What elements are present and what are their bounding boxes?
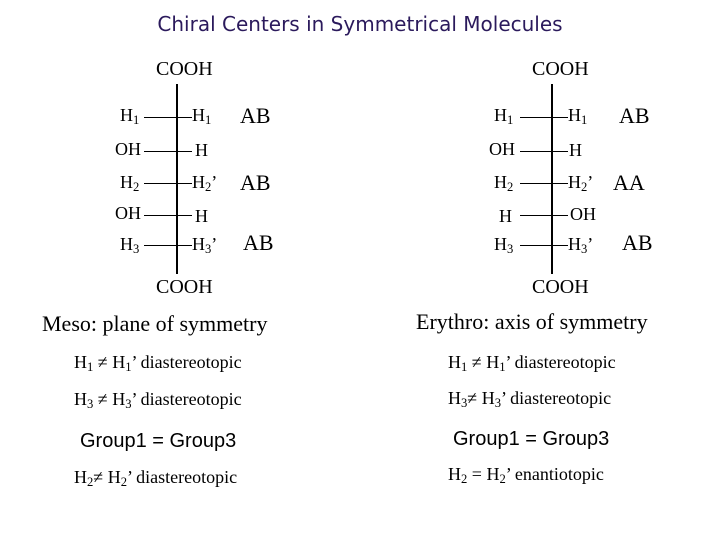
- right-row2-right: H: [569, 140, 582, 160]
- left-row4-right: H: [195, 206, 208, 226]
- erythro-note-h2: $H_2 = H_2$’ enantiotopic: [448, 464, 604, 487]
- meso-note-h3: $H_3 \ne H_3$’ diastereotopic: [74, 389, 242, 412]
- meso-note-h2: $H_2\ne H_2$’ diastereotopic: [74, 467, 238, 490]
- right-row5-tag: AB: [622, 230, 653, 255]
- left-bond-5: [144, 245, 192, 246]
- left-top-cooh: COOH: [156, 58, 213, 80]
- left-bond-1: [144, 117, 192, 118]
- left-row5-left: $H_3$: [120, 234, 140, 257]
- right-bond-5: [520, 245, 568, 246]
- right-row4-left: H: [499, 206, 512, 226]
- right-row3-tag: AA: [613, 170, 645, 195]
- right-bottom-cooh: COOH: [532, 276, 589, 298]
- left-bottom-cooh: COOH: [156, 276, 213, 298]
- right-row2-left: OH: [489, 139, 515, 159]
- left-row4-left: OH: [115, 203, 141, 223]
- slide-title: Chiral Centers in Symmetrical Molecules: [157, 12, 563, 36]
- meso-caption: Meso: plane of symmetry: [42, 311, 268, 336]
- left-row5-tag: AB: [243, 230, 274, 255]
- left-row3-tag: AB: [240, 170, 271, 195]
- left-row1-tag: AB: [240, 103, 271, 128]
- erythro-note-h1: $H_1 \ne H_1$’ diastereotopic: [448, 352, 616, 375]
- right-row1-left: $H_1$: [494, 105, 514, 128]
- right-row3-right: $H_2$’: [568, 172, 594, 195]
- left-row1-left: $H_1$: [120, 105, 140, 128]
- left-row2-right: H: [195, 140, 208, 160]
- right-row4-right: OH: [570, 204, 596, 224]
- meso-note-h1: $H_1 \ne H_1$’ diastereotopic: [74, 352, 242, 375]
- erythro-note-h3: $H_3\ne H_3$’ diastereotopic: [448, 388, 612, 411]
- right-row5-left: $H_3$: [494, 234, 514, 257]
- left-bond-2: [144, 151, 192, 152]
- right-row1-tag: AB: [619, 103, 650, 128]
- meso-group-equivalence: Group1 = Group3: [80, 430, 237, 452]
- left-row3-right: $H_2$’: [192, 172, 218, 195]
- right-bond-3: [520, 183, 568, 184]
- left-bond-4: [144, 215, 192, 216]
- left-row2-left: OH: [115, 139, 141, 159]
- right-row1-right: $H_1$: [568, 105, 588, 128]
- erythro-caption: Erythro: axis of symmetry: [416, 309, 648, 334]
- left-row5-right: $H_3$’: [192, 234, 218, 257]
- left-row3-left: $H_2$: [120, 172, 140, 195]
- right-bond-1: [520, 117, 568, 118]
- erythro-group-equivalence: Group1 = Group3: [453, 428, 610, 450]
- right-bond-4: [520, 215, 568, 216]
- right-row5-right: $H_3$’: [568, 234, 594, 257]
- right-row3-left: $H_2$: [494, 172, 514, 195]
- left-bond-3: [144, 183, 192, 184]
- right-bond-2: [520, 151, 568, 152]
- left-row1-right: $H_1$: [192, 105, 212, 128]
- right-top-cooh: COOH: [532, 58, 589, 80]
